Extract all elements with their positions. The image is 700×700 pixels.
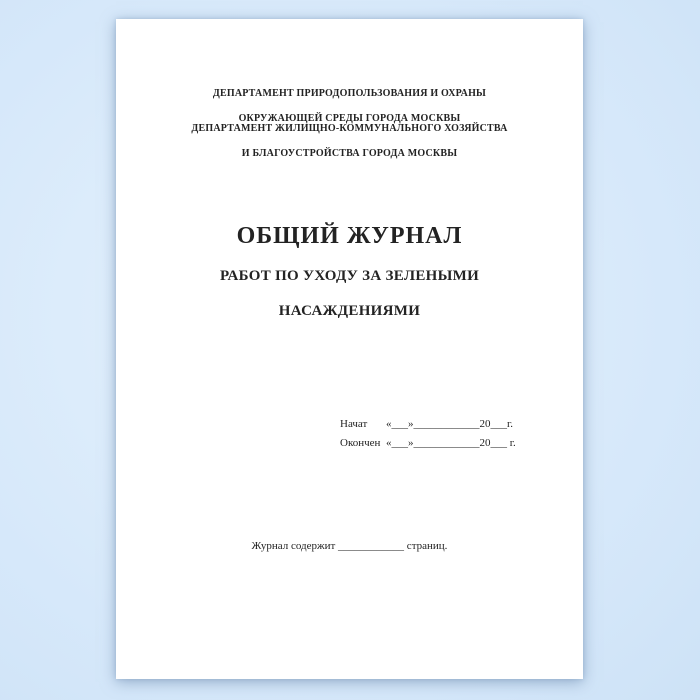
journal-cover-page [116,19,583,679]
end-date-blank: «___»____________20___ г. [386,437,516,449]
journal-title-line-2: РАБОТ ПО УХОДУ ЗА ЗЕЛЕНЫМИ [219,268,480,284]
start-date-blank: «___»____________20___г. [386,418,514,430]
page-count-line: Журнал содержит ____________ страниц. [251,540,448,552]
journal-title-line-1: ОБЩИЙ ЖУРНАЛ [236,223,463,249]
department-header-1-line-2: ОКРУЖАЮЩЕЙ СРЕДЫ ГОРОДА МОСКВЫ [238,112,461,124]
end-date-label: Окончен [340,437,381,449]
end-date-row [340,434,516,453]
department-header-2-line-2: И БЛАГОУСТРОЙСТВА ГОРОДА МОСКВЫ [241,147,458,159]
department-header-2 [116,110,583,173]
start-date-row [340,415,516,434]
start-date-label: Начат [340,418,368,430]
department-header-1-line-1: ДЕПАРТАМЕНТ ПРИРОДОПОЛЬЗОВАНИЯ И ОХРАНЫ [212,87,487,99]
journal-title-line-3: НАСАЖДЕНИЯМИ [278,303,421,319]
journal-title [116,205,583,338]
dates-block [340,415,516,453]
department-header-2-line-1: ДЕПАРТАМЕНТ ЖИЛИЩНО-КОММУНАЛЬНОГО ХОЗЯЙСТВА [191,122,508,134]
